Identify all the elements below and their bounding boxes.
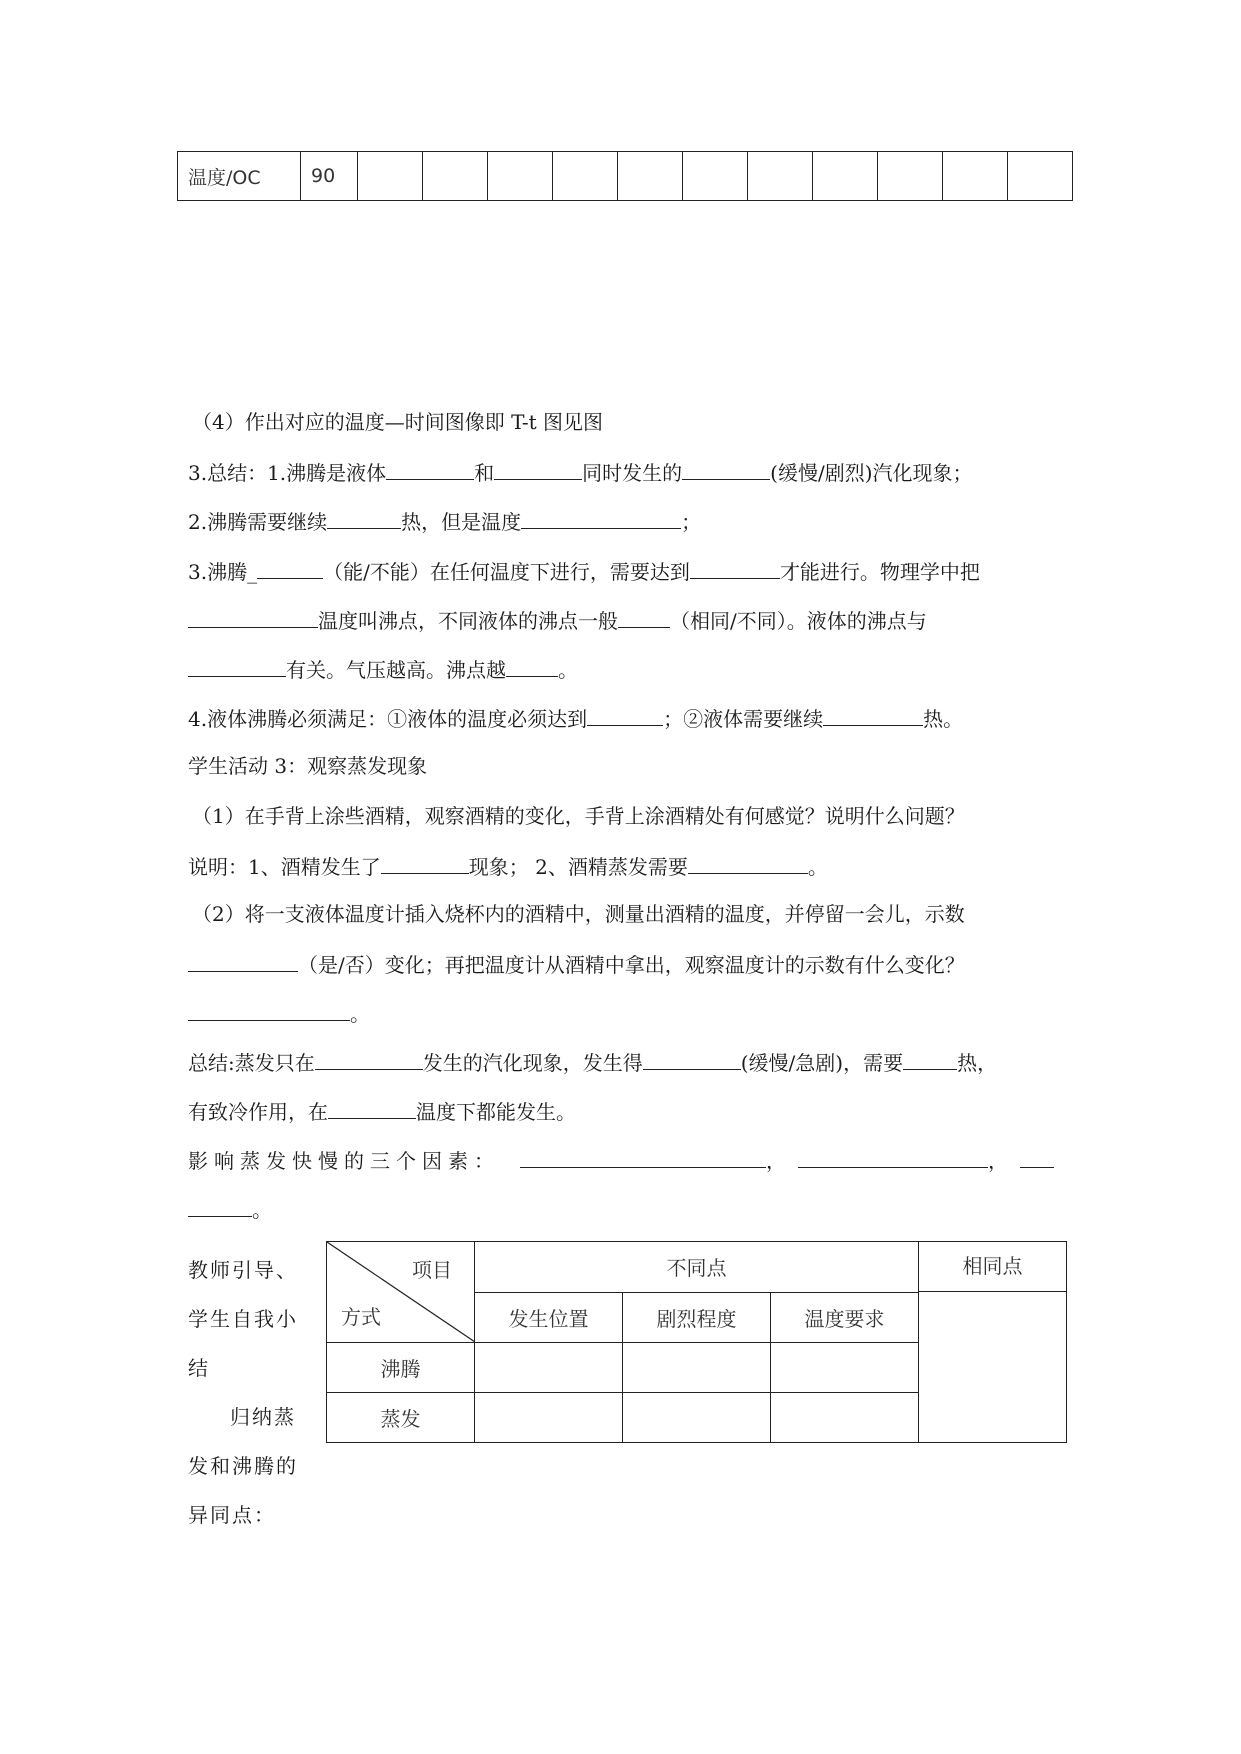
empty-cell[interactable] xyxy=(475,1393,623,1443)
empty-cell[interactable] xyxy=(771,1393,919,1443)
empty-cell[interactable] xyxy=(771,1343,919,1393)
header-item-label: 项目 xyxy=(412,1258,452,1282)
empty-cell[interactable] xyxy=(623,1343,771,1393)
text: 温度下都能发生。 xyxy=(416,1100,576,1124)
fill-blank[interactable] xyxy=(188,654,286,677)
fill-blank[interactable] xyxy=(520,1145,766,1168)
fill-blank[interactable] xyxy=(327,506,401,529)
fill-blank[interactable] xyxy=(521,506,681,529)
temperature-table xyxy=(177,151,1073,201)
fill-blank[interactable] xyxy=(688,851,808,874)
text: 3.沸腾_ xyxy=(188,560,258,584)
text: ； xyxy=(681,510,702,534)
empty-cell[interactable] xyxy=(623,1393,771,1443)
similarities-column xyxy=(919,1242,1067,1443)
explanation-line xyxy=(188,851,828,881)
text: 热。 xyxy=(923,707,964,731)
text: (缓慢/急剧)，需要 xyxy=(740,1051,904,1075)
fill-blank[interactable] xyxy=(618,605,670,628)
text: （能/不能）在任何温度下进行，需要达到 xyxy=(323,560,690,584)
summary-line-4 xyxy=(188,605,927,635)
summary-line-3 xyxy=(188,556,980,586)
text: 学生活动 3：观察蒸发现象 xyxy=(188,754,428,778)
fill-blank[interactable] xyxy=(315,1047,423,1070)
empty-cell[interactable] xyxy=(423,152,488,201)
side-note xyxy=(188,1246,308,1540)
summary-line-1 xyxy=(188,457,973,487)
fill-blank[interactable] xyxy=(506,654,558,677)
fill-blank[interactable] xyxy=(643,1047,741,1070)
comparison-table xyxy=(326,1241,1067,1443)
text: 温度叫沸点，不同液体的沸点一般 xyxy=(318,609,618,633)
text: 现象； 2、酒精蒸发需要 xyxy=(468,855,688,879)
column-header: 温度要求 xyxy=(771,1292,919,1343)
table-row xyxy=(178,152,1073,201)
empty-cell[interactable] xyxy=(1008,152,1073,201)
empty-cell[interactable] xyxy=(618,152,683,201)
side-note-line: 结 xyxy=(188,1356,210,1380)
side-note-line: 教师引导、 xyxy=(188,1258,298,1282)
empty-cell[interactable] xyxy=(475,1343,623,1393)
column-header: 剧烈程度 xyxy=(623,1292,771,1343)
fill-blank[interactable] xyxy=(257,556,323,579)
empty-cell[interactable] xyxy=(813,152,878,201)
side-note-line: 发和沸腾的 xyxy=(188,1454,298,1478)
fill-blank[interactable] xyxy=(188,1194,252,1217)
text: 有关。气压越高。沸点越 xyxy=(286,658,506,682)
text: 2.沸腾需要继续 xyxy=(188,510,328,534)
fill-blank[interactable] xyxy=(690,556,780,579)
fill-blank[interactable] xyxy=(328,1096,416,1119)
fill-blank[interactable] xyxy=(1020,1145,1054,1168)
text: 3.总结：1.沸腾是液体 xyxy=(188,461,387,485)
row-header: 蒸发 xyxy=(327,1393,475,1443)
text: 总结:蒸发只在 xyxy=(188,1051,315,1075)
text: 。 xyxy=(350,1002,370,1026)
text: (缓慢/剧烈)汽化现象； xyxy=(770,461,973,485)
empty-cell[interactable] xyxy=(748,152,813,201)
text: （相同/不同）。液体的沸点与 xyxy=(670,609,927,633)
temperature-value-cell: 90 xyxy=(301,152,358,201)
evaporation-summary-2 xyxy=(188,1096,576,1126)
summary-line-2 xyxy=(188,506,701,536)
fill-blank[interactable] xyxy=(798,1145,988,1168)
text: 热，但是温度 xyxy=(401,510,522,534)
text: 有致冷作用，在 xyxy=(188,1100,328,1124)
empty-cell[interactable] xyxy=(878,152,943,201)
text: （是/否）变化；再把温度计从酒精中拿出，观察温度计的示数有什么变化？ xyxy=(298,953,965,977)
graph-instruction-text: （4）作出对应的温度—时间图像即 T-t 图见图 xyxy=(192,410,603,434)
similarities-header: 相同点 xyxy=(919,1242,1066,1292)
diagonal-header-cell xyxy=(327,1242,475,1343)
fill-blank[interactable] xyxy=(188,998,350,1021)
text: （1）在手背上涂些酒精，观察酒精的变化，手背上涂酒精处有何感觉？说明什么问题？ xyxy=(192,804,965,828)
text: 。 xyxy=(252,1198,272,1222)
fill-blank[interactable] xyxy=(682,457,770,480)
empty-cell[interactable] xyxy=(943,152,1008,201)
text: 。 xyxy=(558,658,578,682)
text: （2）将一支液体温度计插入烧杯内的酒精中，测量出酒精的温度，并停留一会儿，示数 xyxy=(192,902,965,926)
fill-blank[interactable] xyxy=(587,703,663,726)
text: 热， xyxy=(957,1051,998,1075)
text: 影响蒸发快慢的三个因素： xyxy=(188,1149,500,1173)
activity-step-1 xyxy=(192,802,965,830)
activity-step-2-answer xyxy=(188,998,370,1028)
fill-blank[interactable] xyxy=(381,851,469,874)
fill-blank[interactable] xyxy=(188,605,318,628)
summary-line-5 xyxy=(188,654,578,684)
empty-cell[interactable] xyxy=(683,152,748,201)
text: 4.液体沸腾必须满足：①液体的温度必须达到 xyxy=(188,707,588,731)
text: 才能进行。物理学中把 xyxy=(779,560,980,584)
differences-header: 不同点 xyxy=(475,1242,919,1293)
text: 。 xyxy=(807,855,828,879)
text: ；②液体需要继续 xyxy=(663,707,824,731)
fill-blank[interactable] xyxy=(188,949,298,972)
header-mode-label: 方式 xyxy=(341,1305,381,1329)
fill-blank[interactable] xyxy=(386,457,474,480)
fill-blank[interactable] xyxy=(494,457,582,480)
row-header: 沸腾 xyxy=(327,1343,475,1393)
fill-blank[interactable] xyxy=(823,703,923,726)
temperature-label-cell: 温度/OC xyxy=(178,152,301,201)
text: ， xyxy=(988,1149,1008,1173)
graph-instruction xyxy=(192,408,603,436)
empty-cell[interactable] xyxy=(358,152,423,201)
activity-step-2 xyxy=(192,900,965,928)
column-header: 发生位置 xyxy=(475,1292,623,1343)
side-note-line: 学生自我小 xyxy=(188,1307,298,1331)
text: ， xyxy=(766,1149,786,1173)
side-note-line: 异同点： xyxy=(188,1503,276,1527)
activity-step-2-cont xyxy=(188,949,965,979)
empty-cell[interactable] xyxy=(553,152,618,201)
side-note-line: 归纳蒸 xyxy=(230,1405,296,1429)
text: 发生的汽化现象，发生得 xyxy=(422,1051,643,1075)
summary-line-6 xyxy=(188,703,963,733)
text: 同时发生的 xyxy=(582,461,683,485)
activity-title xyxy=(188,752,427,780)
fill-blank[interactable] xyxy=(903,1047,957,1070)
text: 说明：1、酒精发生了 xyxy=(188,855,381,879)
text: 和 xyxy=(474,461,495,485)
evaporation-factors-cont xyxy=(188,1194,272,1224)
evaporation-summary-1 xyxy=(188,1047,997,1077)
evaporation-factors xyxy=(188,1145,1054,1175)
table-row xyxy=(327,1242,1067,1293)
empty-cell[interactable] xyxy=(488,152,553,201)
